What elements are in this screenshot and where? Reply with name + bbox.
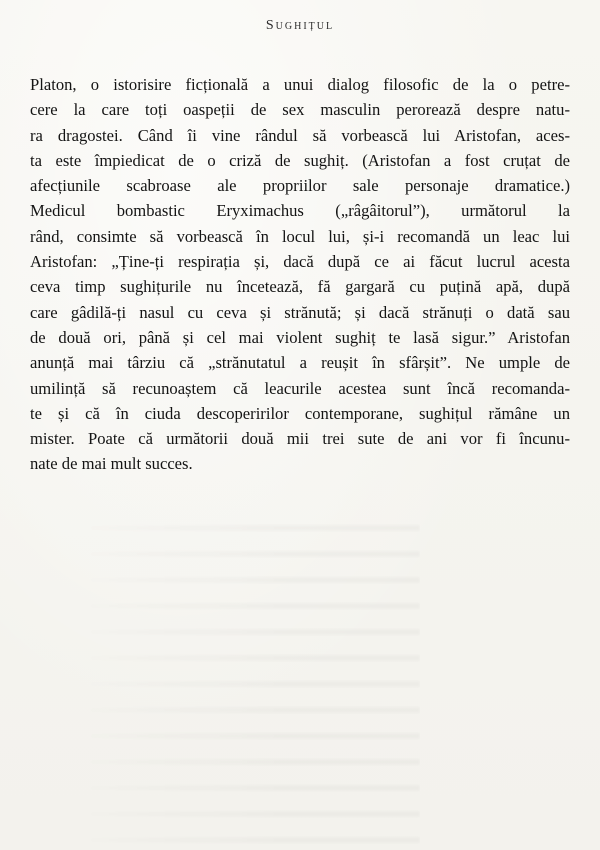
text-line: ra dragostei. Când îi vine rândul să vorbească lui Aristofan, aces- — [30, 125, 570, 145]
body-paragraph — [30, 72, 570, 477]
text-line: Medicul bombastic Eryximachus („râgâitorul”), următorul la — [30, 201, 570, 221]
text-line: rând, consimte să vorbească în locul lui, și-i recomandă un leac lui — [30, 226, 570, 246]
text-line: Platon, o istorisire ficțională a unui dialog filosofic de la o petre- — [30, 75, 570, 94]
text-line: de două ori, până și cel mai violent sughiț te lasă sigur.” Aristofan — [30, 327, 570, 347]
bleed-through-shadow — [90, 505, 420, 850]
text-line: te și că în ciuda descoperirilor contemporane, sughițul rămâne un — [30, 403, 570, 423]
text-line: umilință să recunoaștem că leacurile acestea sunt încă recomanda- — [30, 378, 570, 398]
running-head: Sughițul — [265, 18, 335, 33]
text-line: ta este împiedicat de o criză de sughiț. (Aristofan a fost cruțat de — [30, 150, 570, 170]
text-line: mister. Poate că următorii două mii trei sute de ani vor fi încunu- — [30, 429, 570, 449]
text-line: anunță mai târziu că „strănutatul a reușit în sfârșit”. Ne umple de — [30, 353, 570, 373]
text-line: cere la care toți oaspeții de sex masculin perorează despre natu- — [30, 100, 570, 120]
text-line: afecțiunile scabroase ale propriilor sale personaje dramatice.) — [30, 176, 570, 196]
text-line: Aristofan: „Ține-ți respirația și, dacă după ce ai făcut lucrul acesta — [30, 252, 570, 272]
text-line: ceva timp sughițurile nu încetează, fă gargară cu puțină apă, după — [30, 277, 570, 297]
text-line: care gâdilă-ți nasul cu ceva și strănută; și dacă strănuți o dată sau — [30, 302, 570, 322]
text-line-last: nate de mai mult succes. — [30, 454, 193, 474]
